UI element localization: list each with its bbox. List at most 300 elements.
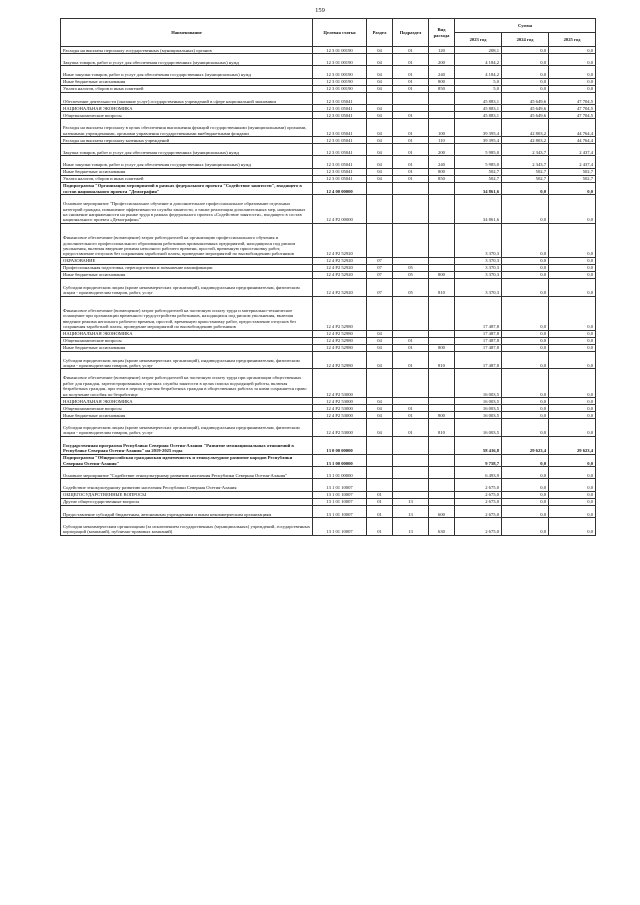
cell-name: Подпрограмма "Организация мероприятий в рамках федерального проекта "Содействие занятости", входящего в состав национального проекта "Демография" (61, 182, 313, 194)
cell-expense-type (429, 105, 455, 112)
cell-sum-2024: 0,0 (502, 498, 549, 505)
cell-name: Закупка товаров, работ и услуг для обеспечения государственных (муниципальных) нужд (61, 54, 313, 66)
cell-section: 04 (367, 330, 393, 337)
cell-sum-2023: 2 675,0 (455, 491, 502, 498)
cell-sum-2024: 0,0 (502, 278, 549, 296)
cell-sum-2025: 0,0 (549, 454, 596, 466)
table-row (61, 195, 596, 224)
cell-name: Иные бюджетные ассигнования (61, 271, 313, 278)
header-year-2024: 2024 год (502, 33, 549, 47)
cell-sum-2024: 0,0 (502, 264, 549, 271)
cell-expense-type (429, 92, 455, 104)
cell-subsection: 01 (393, 156, 429, 168)
table-row (61, 66, 596, 78)
cell-section: 04 (367, 337, 393, 344)
cell-sum-2023: 5 985,0 (455, 156, 502, 168)
cell-sum-2025: 29 623,4 (549, 436, 596, 454)
table-row (61, 397, 596, 404)
cell-expense-type (429, 337, 455, 344)
cell-subsection: 13 (393, 505, 429, 517)
cell-subsection: 01 (393, 351, 429, 369)
table-row (61, 344, 596, 351)
cell-expense-type (429, 498, 455, 505)
cell-sum-2023: 39 395,4 (455, 136, 502, 143)
cell-target-article: 12 4 P2 52920 (313, 223, 367, 257)
cell-target-article: 12 4 P2 52920 (313, 278, 367, 296)
cell-subsection (393, 330, 429, 337)
table-row (61, 175, 596, 182)
cell-target-article: 12 3 01 00190 (313, 54, 367, 66)
cell-expense-type: 200 (429, 54, 455, 66)
cell-sum-2023: 4 184,2 (455, 54, 502, 66)
cell-subsection (393, 195, 429, 224)
cell-section: 04 (367, 85, 393, 92)
header-section: Раздел (367, 19, 393, 47)
cell-sum-2024: 0,0 (502, 257, 549, 264)
cell-name: Общеэкономические вопросы (61, 112, 313, 119)
cell-section: 04 (367, 47, 393, 54)
cell-name: Субсидии некоммерческим организациям (за исключением государственных (муниципальных) учреждений, государственных корпораций (компаний), публично-правовых компаний) (61, 518, 313, 536)
cell-name: НАЦИОНАЛЬНАЯ ЭКОНОМИКА (61, 330, 313, 337)
cell-sum-2025: 0,0 (549, 85, 596, 92)
cell-target-article: 12 4 00 00000 (313, 182, 367, 194)
table-row (61, 105, 596, 112)
cell-name: ОБРАЗОВАНИЕ (61, 257, 313, 264)
cell-subsection: 01 (393, 54, 429, 66)
cell-expense-type: 850 (429, 175, 455, 182)
cell-section (367, 223, 393, 257)
cell-expense-type (429, 296, 455, 330)
cell-sum-2025: 0,0 (549, 351, 596, 369)
table-row (61, 479, 596, 491)
cell-sum-2025: 0,0 (549, 404, 596, 411)
cell-section: 04 (367, 351, 393, 369)
cell-expense-type (429, 466, 455, 478)
cell-expense-type: 120 (429, 47, 455, 54)
cell-sum-2023: 5,0 (455, 85, 502, 92)
cell-sum-2025: 0,0 (549, 337, 596, 344)
cell-target-article: 12 4 P2 53000 (313, 397, 367, 404)
cell-section: 04 (367, 143, 393, 155)
table-row (61, 418, 596, 436)
cell-sum-2025: 0,0 (549, 78, 596, 85)
cell-name: НАЦИОНАЛЬНАЯ ЭКОНОМИКА (61, 105, 313, 112)
cell-sum-2025: 0,0 (549, 397, 596, 404)
cell-sum-2023: 5,0 (455, 78, 502, 85)
cell-target-article: 13 1 01 10007 (313, 518, 367, 536)
table-row (61, 296, 596, 330)
cell-sum-2024: 0,0 (502, 223, 549, 257)
cell-sum-2024: 0,0 (502, 296, 549, 330)
cell-sum-2023: 34 861,6 (455, 182, 502, 194)
cell-sum-2023: 502,7 (455, 168, 502, 175)
cell-target-article: 13 1 01 10007 (313, 498, 367, 505)
cell-sum-2024: 0,0 (502, 505, 549, 517)
cell-sum-2024: 42 803,2 (502, 119, 549, 137)
cell-sum-2023: 17 487,8 (455, 344, 502, 351)
header-subsection: Подраздел (393, 19, 429, 47)
cell-name: НАЦИОНАЛЬНАЯ ЭКОНОМИКА (61, 397, 313, 404)
table-row (61, 85, 596, 92)
table-row (61, 156, 596, 168)
cell-section (367, 296, 393, 330)
cell-section: 04 (367, 418, 393, 436)
cell-sum-2023: 3 370,3 (455, 278, 502, 296)
cell-target-article: 12 4 P2 52980 (313, 330, 367, 337)
cell-expense-type (429, 491, 455, 498)
cell-target-article: 12 3 01 00190 (313, 78, 367, 85)
cell-sum-2024: 2 343,7 (502, 156, 549, 168)
cell-section: 04 (367, 119, 393, 137)
cell-sum-2023: 16 003,5 (455, 418, 502, 436)
cell-sum-2025: 0,0 (549, 498, 596, 505)
cell-sum-2024: 502,7 (502, 175, 549, 182)
page-number: 159 (315, 7, 325, 14)
table-row (61, 330, 596, 337)
cell-expense-type: 200 (429, 143, 455, 155)
cell-name: Финансовое обеспечение (возмещение) затрат работодателей на частичную оплату труда при организации общественных работ для граждан, зарегистрированных в органах службы занятости в целях поиска подходящей работы, включая безработных граждан, при этом в период участия безработных граждан в общественных работах за ними сохраняется право на получение пособия по безработице (61, 369, 313, 398)
table-row (61, 466, 596, 478)
cell-sum-2023: 45 883,1 (455, 112, 502, 119)
cell-sum-2025: 2 437,4 (549, 143, 596, 155)
header-name: Наименование (61, 19, 313, 47)
cell-section (367, 92, 393, 104)
cell-section: 04 (367, 54, 393, 66)
cell-subsection: 01 (393, 136, 429, 143)
cell-expense-type (429, 479, 455, 491)
budget-table (60, 18, 596, 536)
cell-expense-type: 810 (429, 418, 455, 436)
cell-subsection: 01 (393, 119, 429, 137)
cell-subsection (393, 105, 429, 112)
cell-subsection (393, 479, 429, 491)
table-row (61, 505, 596, 517)
table-row (61, 351, 596, 369)
cell-subsection (393, 466, 429, 478)
cell-name: ОБЩЕГОСУДАРСТВЕННЫЕ ВОПРОСЫ (61, 491, 313, 498)
cell-sum-2023: 16 003,5 (455, 411, 502, 418)
cell-sum-2025: 502,7 (549, 175, 596, 182)
table-row (61, 136, 596, 143)
cell-subsection: 01 (393, 143, 429, 155)
cell-target-article: 12 4 P2 52980 (313, 344, 367, 351)
cell-name: Основное мероприятие "Профессиональное обучение и дополнительное профессиональное образование отдельных категорий граждан, повышение эффективности службы занятости, а также реализация дополнительных мер, направленных на снижение напряженности на рынке труда в рамках федерального проекта «Содействие занятости», входящего в состав национального проекта «Демография»" (61, 195, 313, 224)
cell-name: Профессиональная подготовка, переподготовка и повышение квалификации (61, 264, 313, 271)
cell-subsection (393, 369, 429, 398)
cell-sum-2025: 0,0 (549, 344, 596, 351)
cell-subsection: 01 (393, 78, 429, 85)
cell-target-article: 13 1 01 10007 (313, 505, 367, 517)
cell-sum-2023: 5 985,0 (455, 143, 502, 155)
cell-sum-2025: 0,0 (549, 411, 596, 418)
cell-expense-type (429, 182, 455, 194)
cell-expense-type: 800 (429, 271, 455, 278)
cell-sum-2023: 58 416,8 (455, 436, 502, 454)
cell-expense-type: 800 (429, 78, 455, 85)
cell-sum-2024: 2 343,7 (502, 143, 549, 155)
cell-sum-2023: 3 370,3 (455, 264, 502, 271)
cell-section: 04 (367, 175, 393, 182)
cell-target-article: 12 3 01 00190 (313, 85, 367, 92)
cell-sum-2025: 0,0 (549, 223, 596, 257)
cell-sum-2023: 17 487,8 (455, 296, 502, 330)
cell-name: Финансовое обеспечение (возмещение) затрат работодателей на организацию профессионального обучения и дополнительного профессионального образования работников промышленных предприятий, находящихся под риском увольнения, включая введение режима неполного рабочего времени, простой, временную приостановку работ, предоставление отпусков без сохранения заработной платы, проведение мероприятий по высвобождению работников (61, 223, 313, 257)
cell-subsection: 13 (393, 518, 429, 536)
cell-name: Иные бюджетные ассигнования (61, 344, 313, 351)
cell-sum-2023: 16 003,5 (455, 404, 502, 411)
cell-section: 04 (367, 168, 393, 175)
table-row (61, 411, 596, 418)
cell-sum-2025: 0,0 (549, 518, 596, 536)
cell-sum-2024: 0,0 (502, 454, 549, 466)
cell-sum-2023: 17 487,8 (455, 337, 502, 344)
cell-sum-2025: 0,0 (549, 195, 596, 224)
cell-name: Расходы на выплаты персоналу в целях обеспечения выполнения функций государственными (муниципальными) органами, казенными учреждениями, органами управления государственными внебюджетными фондами (61, 119, 313, 137)
cell-sum-2023: 4 184,2 (455, 66, 502, 78)
cell-section (367, 195, 393, 224)
table-body (61, 47, 596, 536)
cell-target-article: 12 4 P2 52980 (313, 337, 367, 344)
cell-sum-2024: 0,0 (502, 78, 549, 85)
cell-name: Обеспечение деятельности (оказание услуг) государственных учреждений в сфере национальной экономики (61, 92, 313, 104)
cell-sum-2024: 45 649,6 (502, 112, 549, 119)
cell-sum-2023: 2 675,0 (455, 479, 502, 491)
cell-sum-2025: 0,0 (549, 66, 596, 78)
cell-section (367, 454, 393, 466)
cell-sum-2025: 0,0 (549, 369, 596, 398)
cell-section: 04 (367, 136, 393, 143)
cell-sum-2023: 2 675,0 (455, 498, 502, 505)
cell-target-article: 12 3 01 00190 (313, 47, 367, 54)
cell-sum-2023: 9 758,7 (455, 454, 502, 466)
cell-name: Предоставление субсидий бюджетным, автономным учреждениям и иным некоммерческим организациям (61, 505, 313, 517)
cell-target-article: 12 4 P2 52920 (313, 264, 367, 271)
cell-sum-2025: 0,0 (549, 47, 596, 54)
cell-expense-type: 630 (429, 518, 455, 536)
cell-subsection (393, 296, 429, 330)
cell-expense-type: 800 (429, 411, 455, 418)
cell-sum-2024: 0,0 (502, 369, 549, 398)
cell-section: 04 (367, 404, 393, 411)
cell-sum-2025: 0,0 (549, 491, 596, 498)
header-sum: Сумма (455, 19, 596, 33)
cell-name: Расходы на выплаты персоналу государственных (муниципальных) органов (61, 47, 313, 54)
cell-name: Расходы на выплаты персоналу казенных учреждений (61, 136, 313, 143)
cell-subsection (393, 257, 429, 264)
cell-sum-2024: 29 623,4 (502, 436, 549, 454)
cell-sum-2024: 0,0 (502, 466, 549, 478)
table-row (61, 491, 596, 498)
cell-section: 04 (367, 105, 393, 112)
cell-expense-type (429, 330, 455, 337)
cell-sum-2023: 45 883,1 (455, 105, 502, 112)
cell-target-article: 12 4 P2 53000 (313, 404, 367, 411)
cell-subsection: 01 (393, 344, 429, 351)
cell-name: Субсидии юридическим лицам (кроме некоммерческих организаций), индивидуальным предпринимателям, физическим лицам - производителям товаров, работ, услуг (61, 278, 313, 296)
cell-section (367, 479, 393, 491)
cell-target-article: 12 3 01 05041 (313, 105, 367, 112)
cell-name: Иные бюджетные ассигнования (61, 168, 313, 175)
cell-name: Другие общегосударственные вопросы (61, 498, 313, 505)
cell-section (367, 182, 393, 194)
cell-sum-2024: 0,0 (502, 404, 549, 411)
cell-target-article: 12 3 01 05041 (313, 136, 367, 143)
cell-subsection: 01 (393, 66, 429, 78)
cell-name: Субсидии юридическим лицам (кроме некоммерческих организаций), индивидуальным предпринимателям, физическим лицам - производителям товаров, работ, услуг (61, 418, 313, 436)
cell-sum-2024: 502,7 (502, 168, 549, 175)
cell-sum-2023: 3 370,3 (455, 223, 502, 257)
cell-name: Основное мероприятие "Содействие этнокультурному развитию населения Республики Северная Осетия-Алания" (61, 466, 313, 478)
cell-name: Общеэкономические вопросы (61, 404, 313, 411)
cell-subsection (393, 397, 429, 404)
cell-expense-type (429, 264, 455, 271)
cell-sum-2024: 0,0 (502, 66, 549, 78)
cell-sum-2024: 45 649,6 (502, 92, 549, 104)
cell-section: 01 (367, 518, 393, 536)
cell-target-article: 12 4 P2 53000 (313, 411, 367, 418)
cell-section: 04 (367, 78, 393, 85)
cell-subsection: 01 (393, 47, 429, 54)
cell-sum-2023: 39 395,4 (455, 119, 502, 137)
cell-sum-2023: 16 003,5 (455, 369, 502, 398)
table-row (61, 143, 596, 155)
cell-target-article: 12 3 01 05041 (313, 92, 367, 104)
cell-target-article: 13 1 01 00000 (313, 466, 367, 478)
cell-sum-2025: 2 437,4 (549, 156, 596, 168)
table-row (61, 182, 596, 194)
table-row (61, 278, 596, 296)
cell-target-article: 12 3 01 05041 (313, 143, 367, 155)
cell-section: 07 (367, 271, 393, 278)
cell-section: 04 (367, 112, 393, 119)
cell-target-article: 12 3 01 05041 (313, 112, 367, 119)
cell-target-article: 12 4 P2 52920 (313, 271, 367, 278)
cell-sum-2023: 16 003,5 (455, 397, 502, 404)
cell-subsection: 01 (393, 418, 429, 436)
cell-section: 04 (367, 344, 393, 351)
table-row (61, 518, 596, 536)
cell-section: 07 (367, 257, 393, 264)
table-row (61, 78, 596, 85)
cell-target-article: 12 4 P2 53000 (313, 418, 367, 436)
cell-sum-2025: 0,0 (549, 505, 596, 517)
cell-expense-type (429, 454, 455, 466)
cell-subsection (393, 92, 429, 104)
cell-expense-type: 240 (429, 66, 455, 78)
cell-sum-2025: 0,0 (549, 54, 596, 66)
cell-subsection (393, 491, 429, 498)
cell-sum-2024: 42 803,2 (502, 136, 549, 143)
cell-target-article: 12 3 01 05041 (313, 175, 367, 182)
table-row (61, 54, 596, 66)
cell-target-article: 12 4 P2 52980 (313, 351, 367, 369)
cell-sum-2023: 502,7 (455, 175, 502, 182)
cell-subsection: 01 (393, 411, 429, 418)
cell-expense-type (429, 257, 455, 264)
cell-sum-2024: 0,0 (502, 195, 549, 224)
table-row (61, 369, 596, 398)
cell-sum-2024: 0,0 (502, 271, 549, 278)
cell-expense-type: 800 (429, 344, 455, 351)
cell-sum-2023: 6 493,9 (455, 466, 502, 478)
cell-subsection: 01 (393, 404, 429, 411)
header-target-article: Целевая статья (313, 19, 367, 47)
cell-sum-2024: 0,0 (502, 330, 549, 337)
cell-expense-type (429, 404, 455, 411)
cell-section: 07 (367, 278, 393, 296)
cell-name: Субсидии юридическим лицам (кроме некоммерческих организаций), индивидуальным предпринимателям, физическим лицам - производителям товаров, работ, услуг (61, 351, 313, 369)
cell-sum-2023: 208,1 (455, 47, 502, 54)
cell-section: 04 (367, 397, 393, 404)
cell-subsection: 01 (393, 175, 429, 182)
cell-subsection: 13 (393, 498, 429, 505)
cell-sum-2024: 0,0 (502, 85, 549, 92)
cell-section: 01 (367, 498, 393, 505)
cell-sum-2024: 0,0 (502, 182, 549, 194)
cell-sum-2025: 0,0 (549, 479, 596, 491)
table-row (61, 264, 596, 271)
cell-target-article: 13 1 01 10007 (313, 479, 367, 491)
cell-name: Иные закупки товаров, работ и услуг для обеспечения государственных (муниципальных) нужд (61, 156, 313, 168)
header-expense-type: Вид расхода (429, 19, 455, 47)
cell-sum-2025: 0,0 (549, 257, 596, 264)
cell-expense-type: 240 (429, 156, 455, 168)
cell-sum-2025: 502,7 (549, 168, 596, 175)
cell-sum-2023: 2 675,0 (455, 518, 502, 536)
cell-subsection: 05 (393, 271, 429, 278)
cell-target-article: 12 3 01 05041 (313, 168, 367, 175)
cell-subsection (393, 182, 429, 194)
cell-sum-2024: 0,0 (502, 351, 549, 369)
cell-subsection: 05 (393, 264, 429, 271)
cell-sum-2024: 0,0 (502, 518, 549, 536)
table-row (61, 112, 596, 119)
cell-name: Подпрограмма "Общероссийская гражданская идентичность и этнокультурное развитие народов Республики Северная Осетия-Алания" (61, 454, 313, 466)
cell-sum-2025: 44 764,4 (549, 136, 596, 143)
cell-expense-type (429, 112, 455, 119)
cell-sum-2024: 0,0 (502, 54, 549, 66)
cell-target-article: 12 3 01 05041 (313, 119, 367, 137)
cell-sum-2025: 0,0 (549, 278, 596, 296)
table-row (61, 498, 596, 505)
cell-expense-type: 810 (429, 351, 455, 369)
table-row (61, 404, 596, 411)
cell-subsection (393, 454, 429, 466)
cell-sum-2025: 0,0 (549, 182, 596, 194)
cell-sum-2025: 0,0 (549, 271, 596, 278)
cell-expense-type: 600 (429, 505, 455, 517)
cell-target-article: 12 4 P2 52920 (313, 257, 367, 264)
cell-sum-2024: 0,0 (502, 344, 549, 351)
cell-target-article: 12 3 01 05041 (313, 156, 367, 168)
cell-subsection: 05 (393, 278, 429, 296)
table-row (61, 257, 596, 264)
cell-sum-2025: 0,0 (549, 466, 596, 478)
cell-target-article: 12 4 P2 00000 (313, 195, 367, 224)
cell-sum-2023: 2 675,0 (455, 505, 502, 517)
cell-expense-type (429, 369, 455, 398)
cell-target-article: 12 4 P2 53000 (313, 369, 367, 398)
cell-subsection: 01 (393, 112, 429, 119)
cell-sum-2023: 17 487,8 (455, 351, 502, 369)
table-row (61, 47, 596, 54)
table-row (61, 454, 596, 466)
cell-section (367, 436, 393, 454)
cell-section: 04 (367, 66, 393, 78)
cell-sum-2025: 0,0 (549, 296, 596, 330)
table-row (61, 271, 596, 278)
cell-expense-type: 800 (429, 168, 455, 175)
